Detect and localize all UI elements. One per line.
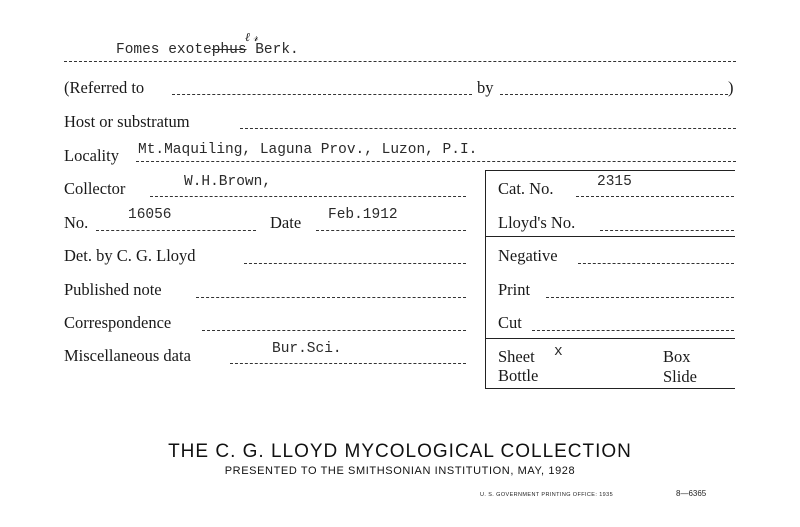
published-label: Published note [64, 280, 162, 299]
misc-line [230, 363, 466, 364]
by-line [500, 94, 728, 95]
no-line [96, 230, 256, 231]
locality-line [136, 161, 736, 162]
lloyds-no-label: Lloyd's No. [498, 213, 576, 232]
species-name-struck: phus [211, 42, 247, 58]
lloyds-no-line [600, 230, 734, 231]
sheet-label: Sheet [498, 347, 535, 366]
print-label: Print [498, 280, 531, 299]
locality-label: Locality [64, 146, 119, 165]
species-correction: ℓ 𝓇 [245, 30, 259, 44]
form-code: 8—6365 [676, 489, 707, 498]
bottle-label: Bottle [498, 366, 539, 385]
date-line [316, 230, 466, 231]
species-line [64, 61, 736, 62]
host-label: Host or substratum [64, 112, 190, 131]
cat-no-line [576, 196, 734, 197]
printing-office: U. S. GOVERNMENT PRINTING OFFICE: 1935 [480, 492, 614, 498]
negative-line [578, 263, 734, 264]
right-box-border [485, 170, 486, 388]
collector-label: Collector [64, 179, 126, 198]
det-label: Det. by C. G. Lloyd [64, 246, 196, 265]
misc-label: Miscellaneous data [64, 346, 191, 365]
referred-to-label: (Referred to [64, 78, 145, 97]
date-label: Date [270, 213, 302, 232]
collector-value: W.H.Brown, [184, 174, 272, 190]
species-name-part: Fomes exote [116, 42, 212, 58]
print-line [546, 297, 734, 298]
right-box-bottom [485, 388, 735, 389]
box-label: Box [663, 347, 691, 366]
published-line [196, 297, 466, 298]
date-value: Feb.1912 [328, 207, 398, 223]
right-box-divider-2 [485, 338, 735, 339]
negative-label: Negative [498, 246, 558, 265]
no-value: 16056 [128, 207, 172, 223]
collection-subtitle: PRESENTED TO THE SMITHSONIAN INSTITUTION, MAY, 1928 [224, 465, 576, 477]
misc-value: Bur.Sci. [272, 341, 342, 357]
collection-title: THE C. G. LLOYD MYCOLOGICAL COLLECTION [168, 441, 632, 462]
locality-value: Mt.Maquiling, Laguna Prov., Luzon, P.I. [138, 142, 478, 158]
no-label: No. [64, 213, 89, 232]
right-box-divider [485, 236, 735, 237]
species-name [116, 42, 299, 58]
det-line [244, 263, 466, 264]
cut-label: Cut [498, 313, 522, 332]
correspondence-label: Correspondence [64, 313, 172, 332]
slide-label: Slide [663, 367, 697, 386]
sheet-mark: x [554, 344, 563, 360]
cat-no-label: Cat. No. [498, 179, 554, 198]
cut-line [532, 330, 734, 331]
referred-to-line [172, 94, 472, 95]
close-paren: ) [728, 78, 734, 97]
cat-no-value: 2315 [597, 174, 632, 190]
right-box-top [485, 170, 735, 171]
species-name-author: Berk. [246, 42, 299, 58]
correspondence-line [202, 330, 466, 331]
by-label: by [477, 78, 494, 97]
collector-line [150, 196, 466, 197]
host-line [240, 128, 736, 129]
